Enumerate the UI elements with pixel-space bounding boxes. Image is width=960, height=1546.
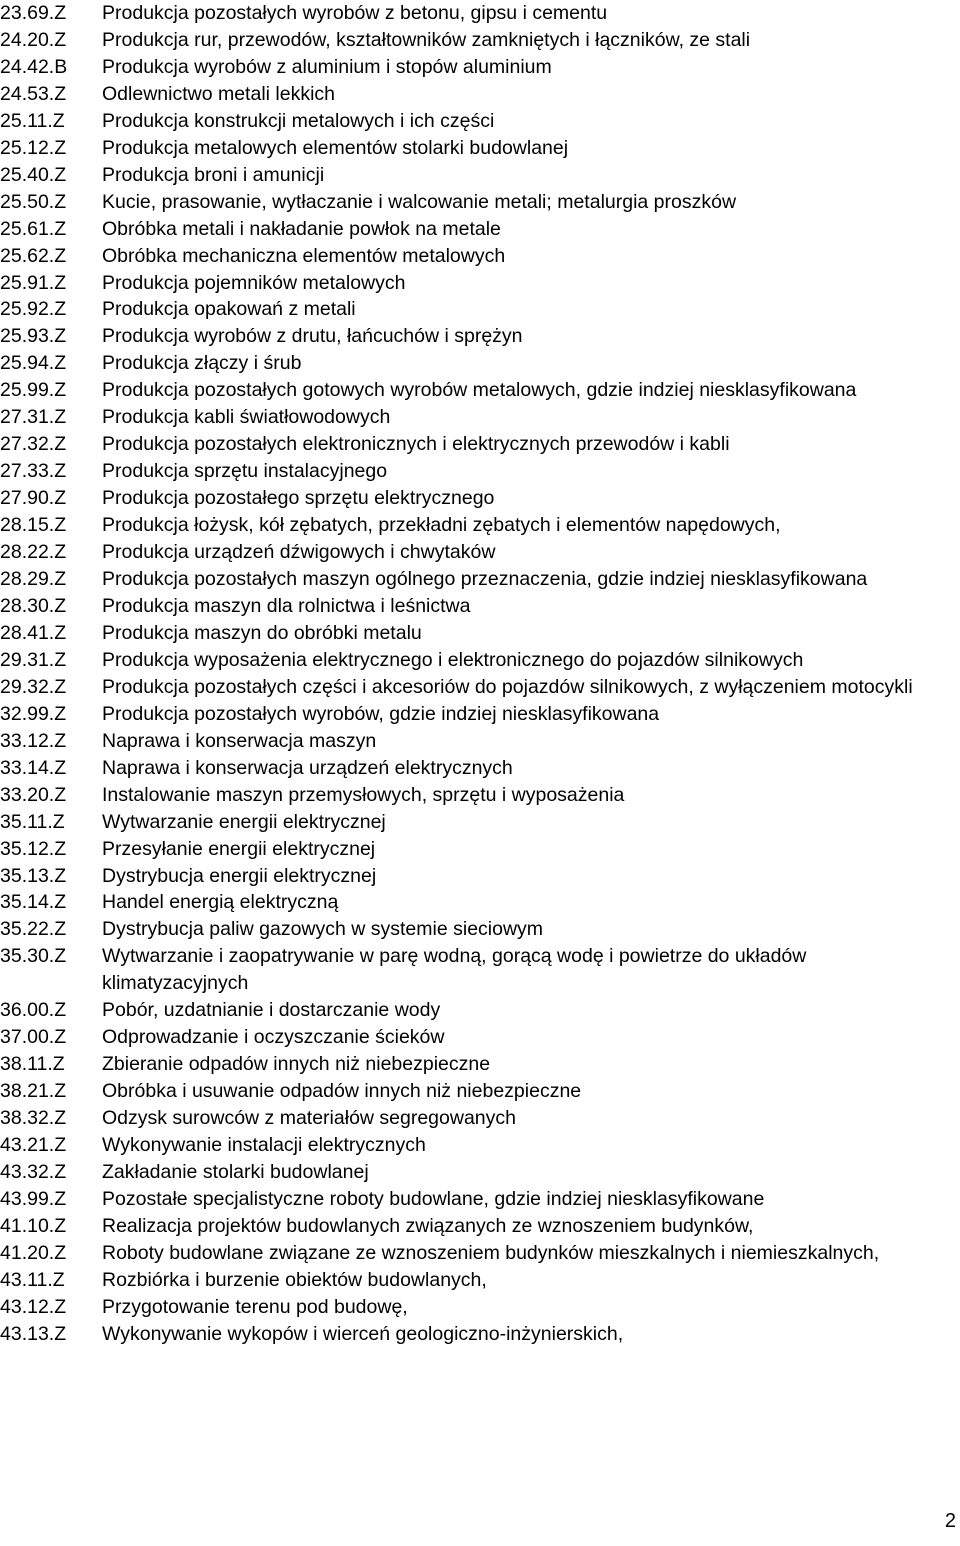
list-item xyxy=(0,296,952,323)
activity-description: Produkcja pozostałych wyrobów, gdzie indziej niesklasyfikowana xyxy=(102,702,660,725)
activity-description: Produkcja łożysk, kół zębatych, przekładni zębatych i elementów napędowych, xyxy=(102,514,781,537)
pkd-code: 43.99.Z xyxy=(0,1187,67,1210)
activity-description: Produkcja opakowań z metali xyxy=(102,298,356,321)
list-item xyxy=(0,1132,952,1159)
activity-description: Odprowadzanie i oczyszczanie ścieków xyxy=(102,1026,445,1049)
activity-description: Produkcja rur, przewodów, kształtowników zamkniętych i łączników, ze stali xyxy=(102,28,751,51)
list-item xyxy=(0,728,952,755)
list-item xyxy=(0,836,952,863)
list-item xyxy=(0,162,952,189)
pkd-code: 41.10.Z xyxy=(0,1214,67,1237)
activity-description: Wytwarzanie energii elektrycznej xyxy=(102,810,386,833)
pkd-code: 35.11.Z xyxy=(0,810,65,833)
pkd-code: 41.20.Z xyxy=(0,1241,67,1264)
activity-description: Produkcja pozostałych części i akcesoriów do pojazdów silnikowych, z wyłączeniem motocykli xyxy=(102,675,913,698)
list-item xyxy=(0,593,952,620)
activity-description: Wykonywanie wykopów i wierceń geologiczno-inżynierskich, xyxy=(102,1322,624,1345)
pkd-code: 28.41.Z xyxy=(0,621,67,644)
list-item xyxy=(0,189,952,216)
list-item xyxy=(0,701,952,728)
pkd-code: 37.00.Z xyxy=(0,1026,67,1049)
activity-description: Dystrybucja paliw gazowych w systemie sieciowym xyxy=(102,918,544,941)
pkd-code: 29.32.Z xyxy=(0,675,67,698)
activity-description: Przygotowanie terenu pod budowę, xyxy=(102,1295,408,1318)
activity-description: Produkcja konstrukcji metalowych i ich części xyxy=(102,109,495,132)
pkd-code: 32.99.Z xyxy=(0,702,67,725)
activity-description: Instalowanie maszyn przemysłowych, sprzętu i wyposażenia xyxy=(102,783,625,806)
activity-description: Produkcja złączy i śrub xyxy=(102,352,302,375)
list-item xyxy=(0,566,952,593)
page-number: 2 xyxy=(944,1510,956,1532)
activity-description: Produkcja wyposażenia elektrycznego i elektronicznego do pojazdów silnikowych xyxy=(102,648,804,671)
pkd-code: 23.69.Z xyxy=(0,2,67,24)
activity-description: Pobór, uzdatnianie i dostarczanie wody xyxy=(102,999,441,1022)
pkd-code: 27.33.Z xyxy=(0,460,67,483)
list-item xyxy=(0,0,952,27)
list-item xyxy=(0,108,952,135)
pkd-code: 35.14.Z xyxy=(0,891,67,914)
list-item xyxy=(0,216,952,243)
list-item xyxy=(0,1105,952,1132)
pkd-code: 25.93.Z xyxy=(0,325,67,348)
pkd-code: 43.12.Z xyxy=(0,1295,67,1318)
pkd-code: 28.22.Z xyxy=(0,541,67,564)
pkd-code: 36.00.Z xyxy=(0,999,67,1022)
pkd-code: 25.12.Z xyxy=(0,136,67,159)
list-item xyxy=(0,270,952,297)
list-item xyxy=(0,458,952,485)
activity-description: Odzysk surowców z materiałów segregowanych xyxy=(102,1107,516,1130)
activity-description: Zakładanie stolarki budowlanej xyxy=(102,1160,369,1183)
pkd-code: 33.14.Z xyxy=(0,756,67,779)
activity-description: Produkcja broni i amunicji xyxy=(102,163,325,186)
pkd-code: 35.30.Z xyxy=(0,945,67,968)
list-item xyxy=(0,404,952,431)
pkd-code: 27.32.Z xyxy=(0,433,67,456)
activity-description: Kucie, prasowanie, wytłaczanie i walcowanie metali; metalurgia proszków xyxy=(102,190,737,213)
list-item xyxy=(0,1213,952,1240)
list-item xyxy=(0,377,952,404)
activity-description: Obróbka i usuwanie odpadów innych niż niebezpieczne xyxy=(102,1080,582,1103)
pkd-code: 25.92.Z xyxy=(0,298,67,321)
activity-description: Produkcja pojemników metalowych xyxy=(102,271,406,294)
activity-description: Wykonywanie instalacji elektrycznych xyxy=(102,1134,426,1157)
list-item xyxy=(0,889,952,916)
activity-description: Dystrybucja energii elektrycznej xyxy=(102,864,377,887)
list-item xyxy=(0,54,952,81)
list-item xyxy=(0,1024,952,1051)
pkd-code: 25.99.Z xyxy=(0,379,67,402)
list-item xyxy=(0,1051,952,1078)
activity-description: Produkcja wyrobów z drutu, łańcuchów i sprężyn xyxy=(102,325,523,348)
list-item xyxy=(0,620,952,647)
activity-description: Przesyłanie energii elektrycznej xyxy=(102,837,376,860)
activity-description: Pozostałe specjalistyczne roboty budowlane, gdzie indziej niesklasyfikowane xyxy=(102,1187,765,1210)
list-item xyxy=(0,1186,952,1213)
activity-description: Produkcja pozostałych elektronicznych i elektrycznych przewodów i kabli xyxy=(102,433,730,456)
list-item xyxy=(0,485,952,512)
pkd-code: 25.50.Z xyxy=(0,190,67,213)
activity-description: Produkcja maszyn do obróbki metalu xyxy=(102,621,422,644)
list-item xyxy=(0,512,952,539)
pkd-code: 35.12.Z xyxy=(0,837,67,860)
activity-description: Produkcja kabli światłowodowych xyxy=(102,406,391,429)
pkd-code: 24.20.Z xyxy=(0,28,67,51)
pkd-code: 29.31.Z xyxy=(0,648,67,671)
pkd-code: 25.94.Z xyxy=(0,352,67,375)
pkd-code: 25.61.Z xyxy=(0,217,67,240)
activity-description: Zbieranie odpadów innych niż niebezpieczne xyxy=(102,1053,491,1076)
pkd-code: 27.31.Z xyxy=(0,406,67,429)
pkd-code: 27.90.Z xyxy=(0,487,67,510)
activity-description: Handel energią elektryczną xyxy=(102,891,339,914)
list-item xyxy=(0,674,952,701)
list-item xyxy=(0,1321,952,1348)
pkd-code: 43.13.Z xyxy=(0,1322,67,1345)
pkd-code: 28.30.Z xyxy=(0,594,67,617)
list-item xyxy=(0,243,952,270)
list-item xyxy=(0,323,952,350)
pkd-code: 43.32.Z xyxy=(0,1160,67,1183)
list-item xyxy=(0,350,952,377)
activity-description: Produkcja pozostałych maszyn ogólnego przeznaczenia, gdzie indziej niesklasyfikowana xyxy=(102,568,868,591)
pkd-code: 25.40.Z xyxy=(0,163,67,186)
pkd-code: 38.11.Z xyxy=(0,1053,65,1076)
list-item xyxy=(0,647,952,674)
list-item xyxy=(0,916,952,943)
pkd-code: 35.13.Z xyxy=(0,864,67,887)
list-item xyxy=(0,997,952,1024)
list-item xyxy=(0,1159,952,1186)
activity-description: Produkcja sprzętu instalacyjnego xyxy=(102,460,388,483)
list-item xyxy=(0,81,952,108)
pkd-code: 28.29.Z xyxy=(0,568,67,591)
pkd-code: 35.22.Z xyxy=(0,918,67,941)
pkd-code: 38.21.Z xyxy=(0,1080,67,1103)
list-item xyxy=(0,539,952,566)
list-item xyxy=(0,1078,952,1105)
pkd-code: 25.11.Z xyxy=(0,109,65,132)
pkd-code: 43.11.Z xyxy=(0,1268,65,1291)
pkd-code: 43.21.Z xyxy=(0,1134,67,1157)
activity-description: Roboty budowlane związane ze wznoszeniem budynków mieszkalnych i niemieszkalnych, xyxy=(102,1241,880,1264)
pkd-code: 25.91.Z xyxy=(0,271,67,294)
list-item xyxy=(0,782,952,809)
list-item xyxy=(0,1294,952,1321)
activity-description: Produkcja urządzeń dźwigowych i chwytaków xyxy=(102,541,496,564)
pkd-code: 33.20.Z xyxy=(0,783,67,806)
activity-description: Odlewnictwo metali lekkich xyxy=(102,82,336,105)
list-item xyxy=(0,863,952,890)
activity-description: Produkcja maszyn dla rolnictwa i leśnictwa xyxy=(102,594,471,617)
activity-description: Obróbka mechaniczna elementów metalowych xyxy=(102,244,506,267)
activity-description: Produkcja pozostałych gotowych wyrobów metalowych, gdzie indziej niesklasyfikowana xyxy=(102,379,857,402)
list-item xyxy=(0,1240,952,1267)
list-item xyxy=(0,943,952,997)
activity-description: Wytwarzanie i zaopatrywanie w parę wodną, gorącą wodę i powietrze do układów klimatyzacyjnych xyxy=(102,945,807,995)
pkd-code: 38.32.Z xyxy=(0,1107,67,1130)
activity-description: Produkcja metalowych elementów stolarki budowlanej xyxy=(102,136,569,159)
pkd-code: 24.42.B xyxy=(0,55,68,78)
list-item xyxy=(0,27,952,54)
pkd-code: 33.12.Z xyxy=(0,729,67,752)
list-item xyxy=(0,135,952,162)
activity-description: Naprawa i konserwacja urządzeń elektrycznych xyxy=(102,756,513,779)
activity-description: Produkcja pozostałych wyrobów z betonu, gipsu i cementu xyxy=(102,2,608,24)
activity-description: Naprawa i konserwacja maszyn xyxy=(102,729,377,752)
list-item xyxy=(0,809,952,836)
activity-description: Produkcja pozostałego sprzętu elektrycznego xyxy=(102,487,495,510)
list-item xyxy=(0,1267,952,1294)
activity-description: Realizacja projektów budowlanych związanych ze wznoszeniem budynków, xyxy=(102,1214,754,1237)
pkd-code: 28.15.Z xyxy=(0,514,67,537)
pkd-code: 25.62.Z xyxy=(0,244,67,267)
pkd-code: 24.53.Z xyxy=(0,82,67,105)
list-item xyxy=(0,431,952,458)
activity-description: Rozbiórka i burzenie obiektów budowlanych, xyxy=(102,1268,487,1291)
list-item xyxy=(0,755,952,782)
activity-description: Produkcja wyrobów z aluminium i stopów aluminium xyxy=(102,55,552,78)
activity-description: Obróbka metali i nakładanie powłok na metale xyxy=(102,217,501,240)
